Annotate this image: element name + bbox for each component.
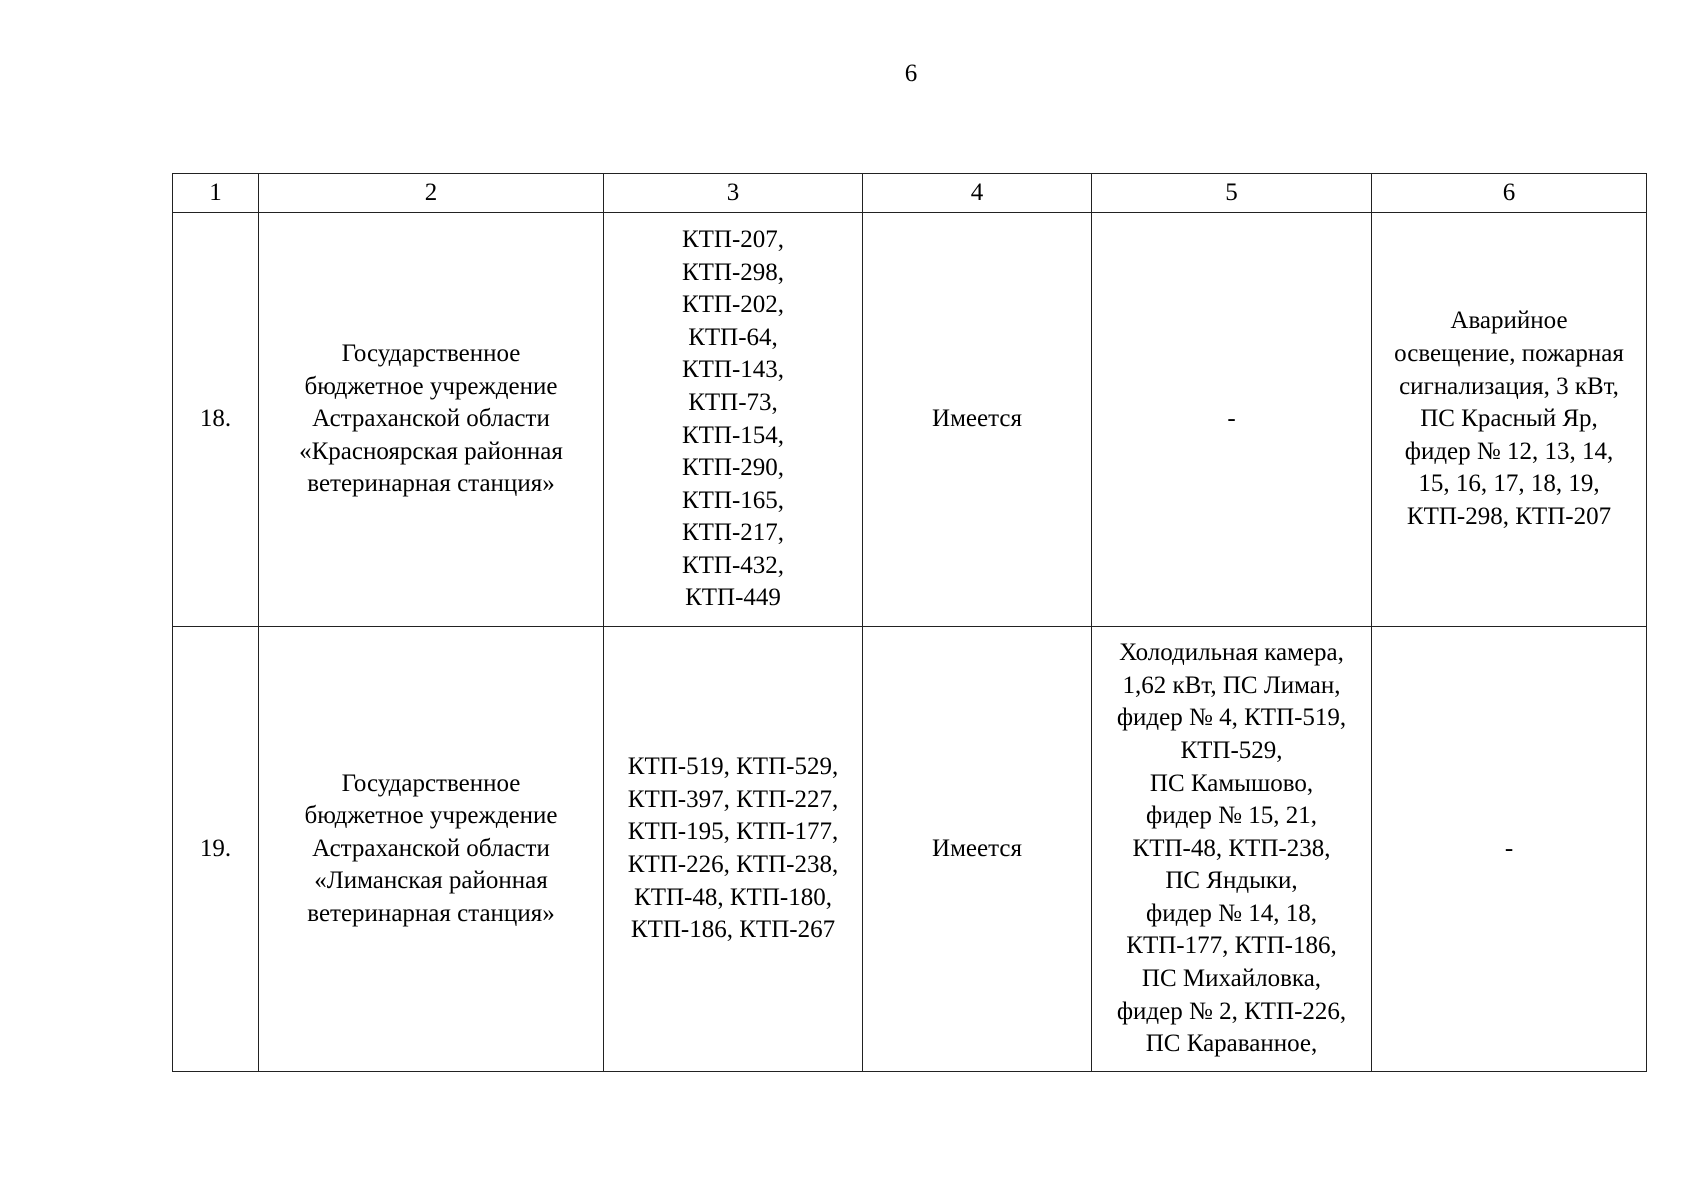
col6-cell [1372,627,1647,1072]
cell-line: фидер № 15, 21, [1146,802,1317,830]
cell-line: ПС Красный Яр, [1420,405,1598,433]
cell-line: КТП-298, [681,258,785,286]
cell-line: Государственное [341,769,521,797]
cell-line: ПС Яндыки, [1165,867,1298,895]
col5-cell [1092,627,1372,1072]
cell-line: 1,62 кВт, ПС Лиман, [1122,671,1341,699]
cell-line: КТП-290, [681,454,785,482]
cell-line: КТП-217, [681,519,785,547]
cell-line: КТП-449 [685,584,781,612]
cell-line: ветеринарная станция» [307,899,555,927]
cell-line: КТП-226, КТП-238, [627,851,839,878]
cell-line: фидер № 14, 18, [1146,899,1317,927]
cell-line: сигнализация, 3 кВт, [1399,372,1619,400]
cell-line: ветеринарная станция» [307,470,555,498]
cell-line: ПС Камышово, [1149,769,1314,797]
data-table [172,173,1647,1072]
cell-line: КТП-154, [681,421,785,449]
org-cell [259,627,604,1072]
header-cell: 6 [1372,174,1647,213]
header-cell: 2 [259,174,604,213]
col4-cell: Имеется [863,627,1092,1072]
cell-line: КТП-202, [681,291,785,319]
cell-line: КТП-48, КТП-180, [634,883,832,911]
ktp-cell [604,213,863,627]
cell-line: ПС Караванное, [1145,1030,1318,1058]
cell-line: бюджетное учреждение [304,802,558,830]
cell-line: фидер № 12, 13, 14, [1404,437,1614,465]
cell-line: КТП-73, [688,388,778,416]
cell-line: КТП-519, КТП-529, [627,753,839,781]
cell-line: КТП-432, [681,551,785,579]
cell-line: Аварийное [1450,307,1568,335]
cell-line: освещение, пожарная [1394,340,1624,368]
cell-line: Холодильная камера, [1119,639,1344,667]
cell-line: «Лиманская районная [314,867,548,895]
table-row [173,627,1647,1072]
col5-cell [1092,213,1372,627]
col6-cell [1372,213,1647,627]
cell-line: КТП-64, [688,323,778,351]
cell-line: Астраханской области [312,405,550,433]
cell-line: «Красноярская районная [299,437,563,465]
ktp-cell [604,627,863,1072]
num-cell: 18. [173,213,259,627]
cell-line: Государственное [341,340,521,368]
col4-cell: Имеется [863,213,1092,627]
cell-line: КТП-195, КТП-177, [627,818,839,846]
header-cell: 3 [604,174,863,213]
cell-line: 15, 16, 17, 18, 19, [1418,470,1600,498]
header-cell: 1 [173,174,259,213]
num-cell: 19. [173,627,259,1072]
cell-line: КТП-298, КТП-207 [1406,502,1612,530]
cell-line: фидер № 2, КТП-226, [1116,997,1347,1025]
cell-line: фидер № 4, КТП-519, [1116,704,1347,732]
page-number: 6 [904,60,918,87]
table-row [173,213,1647,627]
cell-line: бюджетное учреждение [304,372,558,400]
cell-line: КТП-397, КТП-227, [627,785,839,813]
cell-line: КТП-186, КТП-267 [630,916,836,944]
cell-line: КТП-143, [681,356,785,384]
cell-line: - [1504,834,1514,862]
header-cell: 4 [863,174,1092,213]
cell-line: КТП-207, [681,225,785,253]
cell-line: КТП-529, [1180,736,1283,764]
cell-line: - [1227,405,1236,433]
header-cell: 5 [1092,174,1372,213]
cell-line: КТП-165, [681,486,785,514]
cell-line: КТП-177, КТП-186, [1126,932,1337,960]
cell-line: ПС Михайловка, [1141,965,1322,993]
cell-line: КТП-48, КТП-238, [1132,834,1331,862]
cell-line: Астраханской области [312,834,550,862]
org-cell [259,213,604,627]
header-row [173,174,1647,213]
